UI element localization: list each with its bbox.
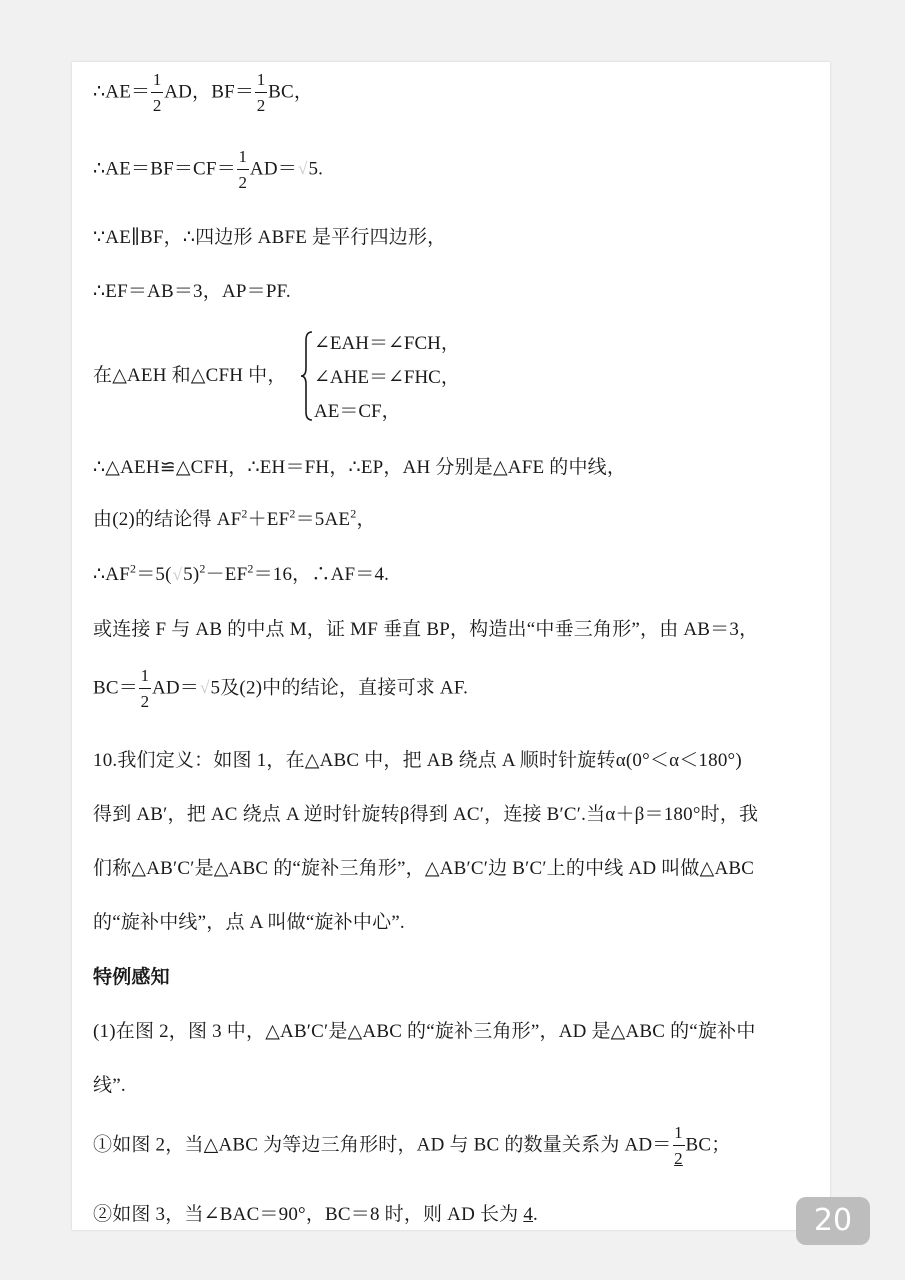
fraction-denominator: 2	[238, 173, 248, 192]
sqrt-symbol: √	[172, 565, 183, 584]
text-line-10	[93, 666, 468, 712]
fraction	[151, 70, 163, 116]
superscript: 2	[241, 506, 248, 521]
text-segment: 由(2)的结论得 AF	[93, 509, 242, 530]
text-segment: AD＝	[151, 677, 199, 699]
text-line-5-prefix: 在△AEH 和△CFH 中，	[93, 365, 287, 386]
text-segment: BC＝	[93, 677, 138, 699]
fraction	[255, 70, 267, 116]
fraction-denominator: 2	[152, 96, 162, 115]
fraction-denominator: 2	[256, 96, 266, 115]
text-segment: ，	[356, 509, 376, 530]
left-brace-icon	[300, 330, 314, 422]
text-segment: 5.	[308, 158, 324, 180]
fraction-numerator: 1	[152, 70, 162, 89]
text-line-13: 们称△AB′C′是△ABC 的“旋补三角形”，△AB′C′边 B′C′上的中线 AD 叫做△ABC	[93, 858, 755, 879]
superscript: 2	[289, 506, 296, 521]
text-segment: ＝16，∴AF＝4.	[253, 564, 390, 585]
text-segment: BC，	[268, 81, 314, 103]
answer-value: 4	[523, 1204, 534, 1225]
text-line-19	[93, 1203, 538, 1227]
text-segment: 5及(2)中的结论，直接可求 AF.	[210, 677, 469, 699]
text-line-17: 线”.	[93, 1075, 126, 1096]
text-segment: AD，BF＝	[164, 81, 255, 103]
fraction-numerator: 1	[140, 666, 150, 685]
text-segment: 5)	[183, 564, 200, 585]
fraction	[139, 666, 151, 712]
text-line-9: 或连接 F 与 AB 的中点 M，证 MF 垂直 BP，构造出“中垂三角形”，由 AB＝3，	[93, 619, 759, 640]
text-line-16: (1)在图 2，图 3 中，△AB′C′是△ABC 的“旋补三角形”，AD 是△ABC 的“旋补中	[93, 1021, 756, 1042]
text-segment: ∴AF	[93, 564, 130, 585]
text-line-12: 得到 AB′，把 AC 绕点 A 逆时针旋转β得到 AC′，连接 B′C′.当α＋β＝180°时，我	[93, 804, 759, 825]
text-segment: BC；	[685, 1134, 731, 1156]
text-line-1	[93, 70, 313, 116]
text-line-8	[93, 563, 389, 587]
superscript: 2	[350, 506, 357, 521]
text-segment: ②如图 3，当∠BAC＝90°，BC＝8 时，则 AD 长为	[93, 1204, 524, 1225]
text-segment: ＝5AE	[295, 509, 351, 530]
system-equation-3: AE＝CF，	[314, 401, 401, 422]
text-line-7	[93, 508, 376, 532]
fraction-numerator: 1	[238, 147, 248, 166]
text-segment: ∴AE＝	[93, 81, 151, 103]
text-segment: ＝5(	[136, 564, 172, 585]
text-line-3: ∵AE∥BF，∴四边形 ABFE 是平行四边形，	[93, 227, 447, 248]
text-segment: .	[533, 1204, 538, 1225]
fraction	[237, 147, 249, 193]
fraction-answer	[673, 1123, 685, 1169]
section-heading: 特例感知	[93, 967, 170, 988]
sqrt-symbol: √	[297, 159, 308, 179]
text-segment: －EF	[205, 564, 248, 585]
system-equation-1: ∠EAH＝∠FCH，	[314, 333, 460, 354]
fraction-denominator: 2	[140, 692, 150, 711]
text-segment: AD＝	[249, 158, 297, 180]
text-segment: ①如图 2，当△ABC 为等边三角形时，AD 与 BC 的数量关系为 AD＝	[93, 1134, 672, 1156]
text-segment: ∴AE＝BF＝CF＝	[93, 158, 236, 180]
superscript: 2	[199, 561, 206, 576]
text-line-18	[93, 1123, 730, 1169]
sqrt-symbol: √	[200, 678, 210, 698]
text-line-6: ∴△AEH≌△CFH，∴EH＝FH，∴EP，AH 分别是△AFE 的中线，	[93, 457, 627, 478]
superscript: 2	[129, 561, 137, 576]
text-line-14: 的“旋补中线”，点 A 叫做“旋补中心”.	[93, 912, 405, 933]
fraction-denominator: 2	[674, 1149, 683, 1168]
text-line-11: 10.我们定义：如图 1，在△ABC 中，把 AB 绕点 A 顺时针旋转α(0°＜α＜180°)	[93, 750, 742, 771]
system-equation-2: ∠AHE＝∠FHC，	[314, 367, 460, 388]
fraction-numerator: 1	[674, 1123, 683, 1142]
page-number-badge: 20	[796, 1197, 870, 1245]
fraction-numerator: 1	[256, 70, 266, 89]
superscript: 2	[247, 561, 254, 576]
text-segment: ＋EF	[247, 509, 290, 530]
text-line-4: ∴EF＝AB＝3，AP＝PF.	[93, 281, 291, 302]
text-line-2	[93, 147, 323, 193]
